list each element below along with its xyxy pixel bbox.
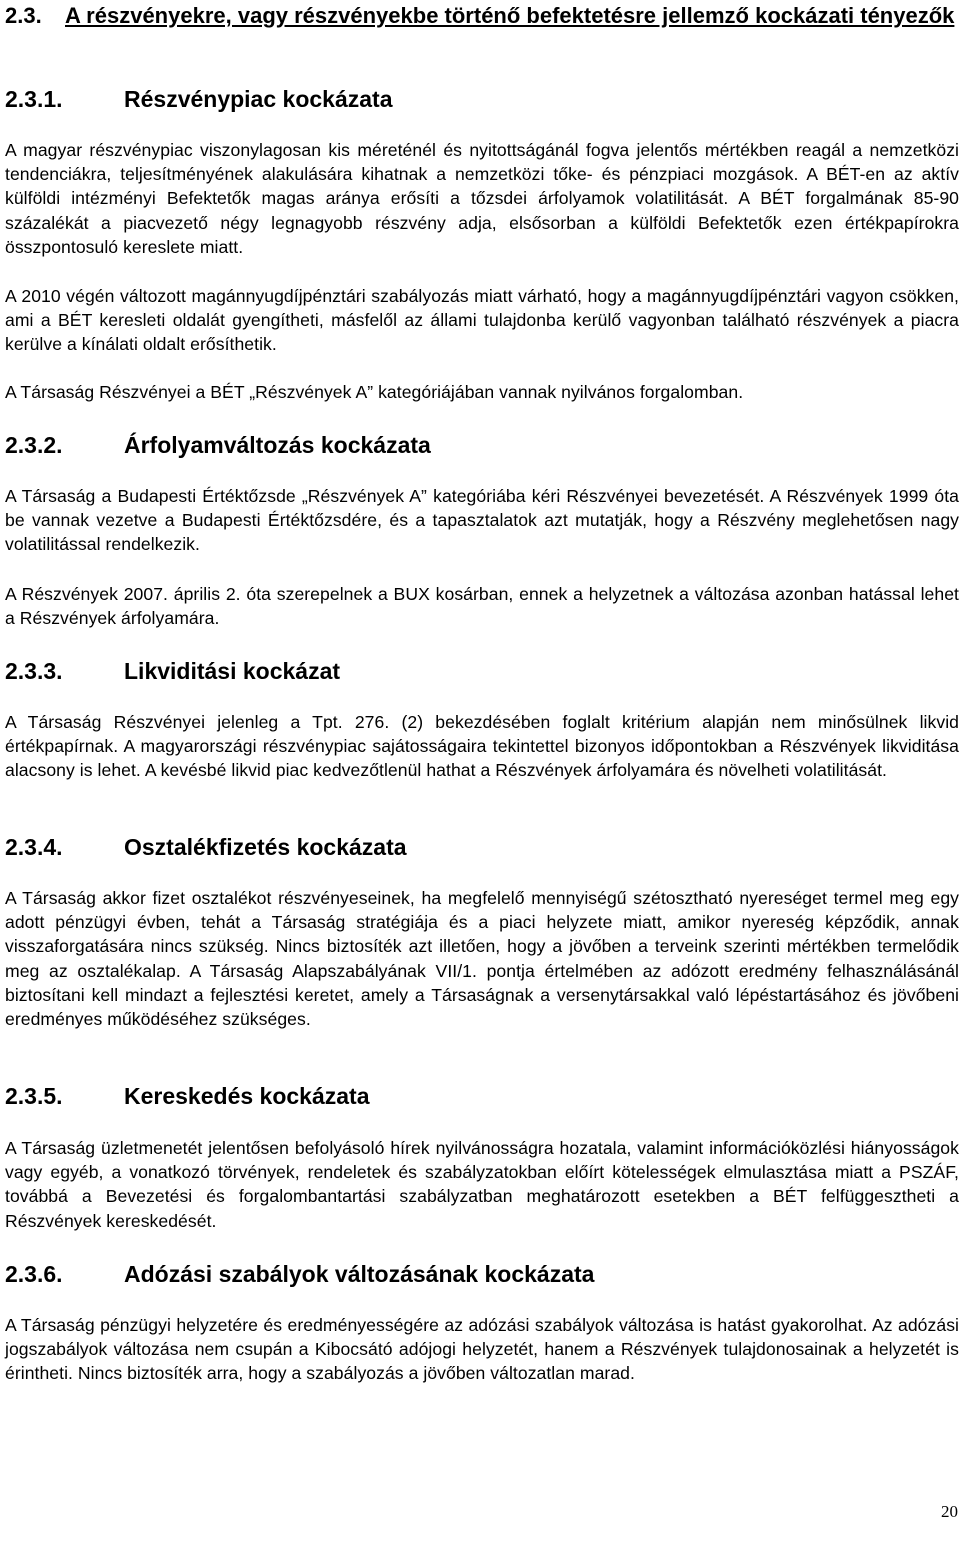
paragraph: A Társaság pénzügyi helyzetére és eredményességére az adózási szabályok változása is hatást gyakorolhat. Az adózási jogszabályok változása nem csupán a Kibocsátó adójogi helyzetét, hanem a Részvények tulajdonosainak a helyzetét is érintheti. Nincs biztosíték arra, hogy a szabályozás a jövőben változatlan marad. (5, 1315, 959, 1384)
subsection-title: Kereskedés kockázata (124, 1083, 370, 1109)
subsection-heading (5, 1259, 594, 1289)
section-heading (5, 0, 957, 31)
subsection-number: 2.3.1. (5, 86, 63, 112)
page-number: 20 (941, 1502, 958, 1521)
paragraph: A Társaság Részvényei jelenleg a Tpt. 276. (2) bekezdésében foglalt kritérium alapján nem minősülnek likvid értékpapírnak. A magyarországi részvénypiac sajátosságaira tekintettel bizonyos időpontokban a Részvények likviditása alacsony is lehet. A kevésbé likvid piac kedvezőtlenül hathat a Részvények árfolyamára és növelheti volatilitását. (5, 712, 959, 781)
section-title: A részvényekre, vagy részvényekbe történő befektetésre jellemző kockázati tényezők (65, 3, 955, 28)
paragraph: A magyar részvénypiac viszonylagosan kis méreténél és nyitottságánál fogva jelentős mértékben reagál a nemzetközi tendenciákra, teljesítményének alakulására kihatnak a nemzetközi tőke- és pénzpiaci mozgások. A BÉT-en az aktív külföldi intézményi Befektetők magas aránya erősíti a tőzsdei árfolyamok volatilitását. A BÉT forgalmának 85-90 százalékát a piacvezető négy legnagyobb részvény adja, elsősorban a külföldi Befektetők ezen értékpapírokra összpontosuló kereslete miatt. (5, 140, 959, 257)
paragraph: A Társaság Részvényei a BÉT „Részvények A” kategóriájában vannak nyilvános forgalomban. (5, 382, 744, 402)
subsection-number: 2.3.5. (5, 1083, 63, 1109)
paragraph: A Társaság üzletmenetét jelentősen befolyásoló hírek nyilvánosságra hozatala, valamint információközlési hiányosságok vagy egyéb, a vonatkozó törvények, rendeletek és szabályzatokban előírt kötelességek elmulasztása miatt a PSZÁF, továbbá a Bevezetési és forgalombantartási szabályzatban meghatározott esetekben a BÉT felfüggesztheti a Részvények kereskedését. (5, 1138, 959, 1231)
section-number: 2.3. (5, 3, 42, 28)
subsection-heading (5, 832, 407, 862)
subsection-heading (5, 84, 393, 114)
subsection-number: 2.3.2. (5, 432, 63, 458)
paragraph: A 2010 végén változott magánnyugdíjpénztári szabályozás miatt várható, hogy a magánnyugdíjpénztári vagyon csökken, ami a BÉT keresleti oldalát gyengítheti, másfelől az állami tulajdonba kerülő vagyonban található részvények a piacra kerülve a kínálati oldalt erősíthetik. (5, 286, 959, 355)
paragraph: A Társaság akkor fizet osztalékot részvényeseinek, ha megfelelő mennyiségű szétosztható nyereséget termel meg egy adott pénzügyi évben, tehát a Társaság stratégiája és a piaci helyzete miatt, amikor nyereség képződik, annak visszaforgatására nincs szükség. Nincs biztosíték azt illetően, hogy a jövőben a terveink szerinti mértékben termelődik meg az osztalékalap. A Társaság Alapszabályának VII/1. pontja értelmében az adózott eredmény felhasználásánál biztosítani kell mindazt a fejlesztési keretet, amely a Társaságnak a versenytársakkal való lépéstartásához és jövőbeni eredményes működéséhez szükséges. (5, 888, 959, 1030)
subsection-heading (5, 656, 340, 686)
subsection-number: 2.3.4. (5, 834, 63, 860)
subsection-title: Részvénypiac kockázata (124, 86, 393, 112)
subsection-heading (5, 1081, 370, 1111)
subsection-number: 2.3.6. (5, 1261, 63, 1287)
subsection-number: 2.3.3. (5, 658, 63, 684)
subsection-title: Adózási szabályok változásának kockázata (124, 1261, 595, 1287)
subsection-title: Likviditási kockázat (124, 658, 341, 684)
subsection-title: Osztalékfizetés kockázata (124, 834, 407, 860)
paragraph: A Társaság a Budapesti Értéktőzsde „Részvények A” kategóriába kéri Részvényei bevezetését. A Részvények 1999 óta be vannak vezetve a Budapesti Értéktőzsdére, és a tapasztalatok azt mutatják, hogy a Részvény meglehetősen nagy volatilitással rendelkezik. (5, 486, 959, 555)
subsection-heading (5, 430, 431, 460)
subsection-title: Árfolyamváltozás kockázata (124, 432, 431, 458)
paragraph: A Részvények 2007. április 2. óta szerepelnek a BUX kosárban, ennek a helyzetnek a változása azonban hatással lehet a Részvények árfolyamára. (5, 584, 959, 629)
